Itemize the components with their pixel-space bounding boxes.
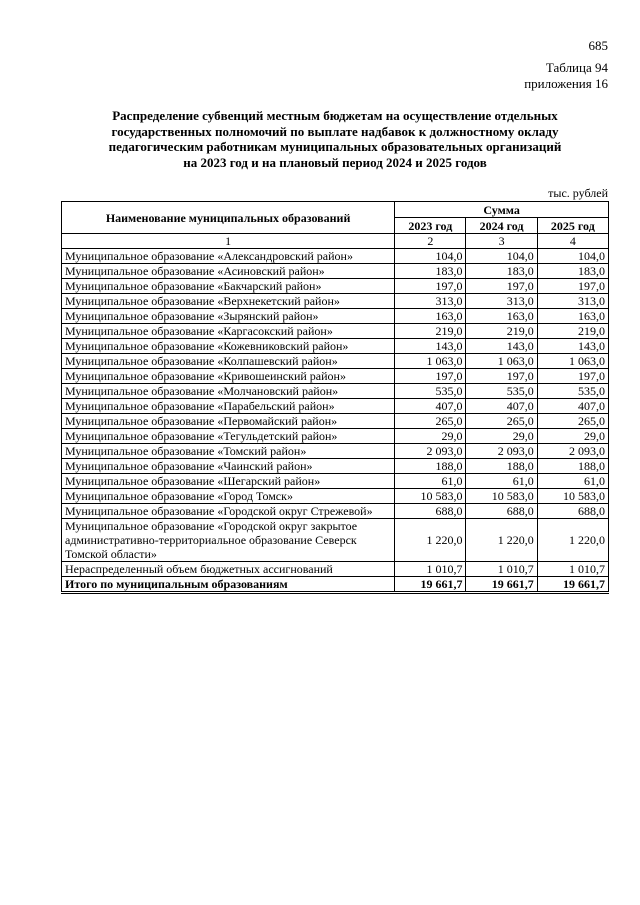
amount-cell: 61,0 xyxy=(395,474,466,489)
amount-cell: 688,0 xyxy=(466,504,537,519)
table-row xyxy=(62,369,609,384)
table-row xyxy=(62,339,609,354)
municipality-name: Муниципальное образование «Зырянский район» xyxy=(62,309,395,324)
amount-cell: 188,0 xyxy=(395,459,466,474)
amount-cell: 1 220,0 xyxy=(395,519,466,562)
municipality-name: Муниципальное образование «Парабельский район» xyxy=(62,399,395,414)
municipality-name: Муниципальное образование «Томский район» xyxy=(62,444,395,459)
amount-cell: 407,0 xyxy=(395,399,466,414)
amount-cell: 197,0 xyxy=(466,369,537,384)
title-line: на 2023 год и на плановый период 2024 и 2025 годов xyxy=(183,154,487,170)
municipality-name: Муниципальное образование «Кожевниковский район» xyxy=(62,339,395,354)
amount-cell: 688,0 xyxy=(537,504,608,519)
header-sum: Сумма xyxy=(395,202,609,218)
amount-cell: 2 093,0 xyxy=(537,444,608,459)
amount-cell: 10 583,0 xyxy=(466,489,537,504)
title-line: педагогическим работникам муниципальных образовательных организаций xyxy=(108,139,562,154)
header-year: 2025 год xyxy=(537,218,608,234)
table-row xyxy=(62,249,609,264)
amount-cell: 407,0 xyxy=(466,399,537,414)
municipality-name: Муниципальное образование «Каргасокский район» xyxy=(62,324,395,339)
table-row xyxy=(62,519,609,562)
amount-cell: 265,0 xyxy=(395,414,466,429)
amount-cell: 1 010,7 xyxy=(395,562,466,577)
total-amount: 19 661,7 xyxy=(466,577,537,593)
amount-cell: 1 063,0 xyxy=(466,354,537,369)
appendix-number: приложения 16 xyxy=(524,76,608,91)
amount-cell: 197,0 xyxy=(537,369,608,384)
amount-cell: 183,0 xyxy=(466,264,537,279)
municipality-name: Муниципальное образование «Первомайский район» xyxy=(62,414,395,429)
amount-cell: 163,0 xyxy=(537,309,608,324)
amount-cell: 183,0 xyxy=(395,264,466,279)
amount-cell: 535,0 xyxy=(395,384,466,399)
table-row xyxy=(62,489,609,504)
municipality-name: Муниципальное образование «Городской округ Стрежевой» xyxy=(62,504,395,519)
municipality-name: Муниципальное образование «Бакчарский район» xyxy=(62,279,395,294)
amount-cell: 61,0 xyxy=(466,474,537,489)
total-row xyxy=(62,577,609,593)
title-line: Распределение субвенций местным бюджетам на осуществление отдельных xyxy=(112,108,558,123)
amount-cell: 2 093,0 xyxy=(395,444,466,459)
municipality-name: Муниципальное образование «Молчановский район» xyxy=(62,384,395,399)
table-row xyxy=(62,399,609,414)
amount-cell: 1 063,0 xyxy=(395,354,466,369)
table-row xyxy=(62,414,609,429)
table-row xyxy=(62,264,609,279)
amount-cell: 143,0 xyxy=(466,339,537,354)
amount-cell: 197,0 xyxy=(537,279,608,294)
municipality-name: Муниципальное образование «Кривошеинский район» xyxy=(62,369,395,384)
municipality-name: Нераспределенный объем бюджетных ассигнований xyxy=(62,562,395,577)
amount-cell: 1 220,0 xyxy=(466,519,537,562)
municipality-name: Муниципальное образование «Чаинский район» xyxy=(62,459,395,474)
table-row xyxy=(62,504,609,519)
table-row xyxy=(62,309,609,324)
amount-cell: 143,0 xyxy=(537,339,608,354)
amount-cell: 188,0 xyxy=(537,459,608,474)
municipality-name: Муниципальное образование «Городской округ закрытое административно-территориальное образование Северск Томской области» xyxy=(62,519,395,562)
amount-cell: 104,0 xyxy=(466,249,537,264)
amount-cell: 197,0 xyxy=(466,279,537,294)
table-row xyxy=(62,279,609,294)
amount-cell: 29,0 xyxy=(537,429,608,444)
unit-label: тыс. рублей xyxy=(548,186,608,200)
amount-cell: 104,0 xyxy=(395,249,466,264)
amount-cell: 1 063,0 xyxy=(537,354,608,369)
column-index: 1 xyxy=(62,234,395,249)
amount-cell: 2 093,0 xyxy=(466,444,537,459)
table-row xyxy=(62,294,609,309)
municipality-name: Муниципальное образование «Асиновский район» xyxy=(62,264,395,279)
table-number: Таблица 94 xyxy=(545,60,608,75)
table-reference xyxy=(524,60,608,92)
total-label: Итого по муниципальным образованиям xyxy=(62,577,395,593)
document-title xyxy=(60,108,610,170)
subsidy-table xyxy=(61,201,609,594)
header-year: 2023 год xyxy=(395,218,466,234)
amount-cell: 163,0 xyxy=(466,309,537,324)
amount-cell: 535,0 xyxy=(537,384,608,399)
amount-cell: 188,0 xyxy=(466,459,537,474)
header-year: 2024 год xyxy=(466,218,537,234)
amount-cell: 197,0 xyxy=(395,279,466,294)
amount-cell: 265,0 xyxy=(466,414,537,429)
table-row xyxy=(62,384,609,399)
table-row xyxy=(62,324,609,339)
amount-cell: 313,0 xyxy=(466,294,537,309)
page-number: 685 xyxy=(588,38,608,53)
total-amount: 19 661,7 xyxy=(395,577,466,593)
table-row xyxy=(62,459,609,474)
amount-cell: 219,0 xyxy=(466,324,537,339)
municipality-name: Муниципальное образование «Шегарский район» xyxy=(62,474,395,489)
column-index: 4 xyxy=(537,234,608,249)
amount-cell: 407,0 xyxy=(537,399,608,414)
municipality-name: Муниципальное образование «Колпашевский район» xyxy=(62,354,395,369)
total-amount: 19 661,7 xyxy=(537,577,608,593)
amount-cell: 104,0 xyxy=(537,249,608,264)
column-index: 2 xyxy=(395,234,466,249)
municipality-name: Муниципальное образование «Верхнекетский район» xyxy=(62,294,395,309)
amount-cell: 183,0 xyxy=(537,264,608,279)
amount-cell: 219,0 xyxy=(395,324,466,339)
amount-cell: 29,0 xyxy=(395,429,466,444)
amount-cell: 535,0 xyxy=(466,384,537,399)
table-row xyxy=(62,562,609,577)
amount-cell: 10 583,0 xyxy=(395,489,466,504)
municipality-name: Муниципальное образование «Александровский район» xyxy=(62,249,395,264)
title-line: государственных полномочий по выплате надбавок к должностному окладу xyxy=(111,123,559,139)
amount-cell: 61,0 xyxy=(537,474,608,489)
column-index: 3 xyxy=(466,234,537,249)
amount-cell: 688,0 xyxy=(395,504,466,519)
amount-cell: 219,0 xyxy=(537,324,608,339)
amount-cell: 313,0 xyxy=(395,294,466,309)
municipality-name: Муниципальное образование «Город Томск» xyxy=(62,489,395,504)
table-row xyxy=(62,474,609,489)
table-row xyxy=(62,354,609,369)
amount-cell: 10 583,0 xyxy=(537,489,608,504)
amount-cell: 1 220,0 xyxy=(537,519,608,562)
amount-cell: 197,0 xyxy=(395,369,466,384)
amount-cell: 29,0 xyxy=(466,429,537,444)
header-name-column: Наименование муниципальных образований xyxy=(62,202,395,234)
municipality-name: Муниципальное образование «Тегульдетский район» xyxy=(62,429,395,444)
amount-cell: 143,0 xyxy=(395,339,466,354)
table-row xyxy=(62,429,609,444)
amount-cell: 1 010,7 xyxy=(466,562,537,577)
amount-cell: 163,0 xyxy=(395,309,466,324)
amount-cell: 1 010,7 xyxy=(537,562,608,577)
amount-cell: 313,0 xyxy=(537,294,608,309)
table-row xyxy=(62,444,609,459)
amount-cell: 265,0 xyxy=(537,414,608,429)
